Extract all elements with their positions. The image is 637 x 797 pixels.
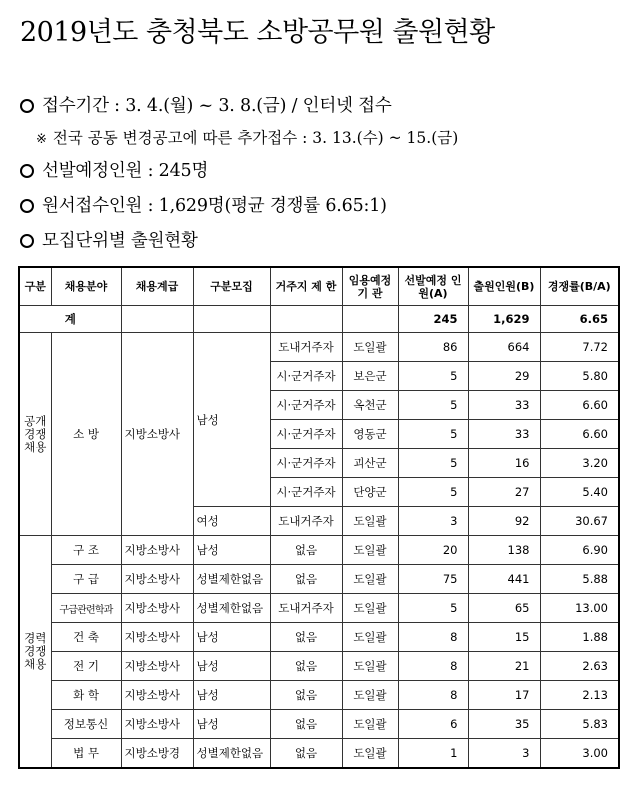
circle-bullet-icon	[20, 164, 34, 178]
bullet-application-period	[20, 92, 392, 117]
selected-cell: 8	[398, 681, 468, 710]
applicants-cell: 29	[468, 362, 540, 391]
residence-cell: 시·군거주자	[270, 449, 342, 478]
additional-application-note	[36, 126, 458, 148]
agency-cell: 도일괄	[342, 536, 398, 565]
rank-cell: 지방소방사	[121, 652, 193, 681]
bullet-planned-selection	[20, 157, 208, 182]
total-label: 계	[19, 306, 121, 333]
agency-cell: 도일괄	[342, 565, 398, 594]
header-cell: 채용계급	[121, 267, 193, 306]
residence-cell: 도내거주자	[270, 594, 342, 623]
application-status-table	[18, 266, 620, 769]
residence-cell: 시·군거주자	[270, 420, 342, 449]
selected-cell: 1	[398, 739, 468, 769]
bullet-text: 선발예정인원 : 245명	[42, 161, 209, 181]
ratio-cell: 30.67	[540, 507, 619, 536]
group-label-career: 경력경쟁채용	[19, 536, 51, 769]
residence-cell: 없음	[270, 681, 342, 710]
agency-cell: 도일괄	[342, 623, 398, 652]
ratio-cell: 2.63	[540, 652, 619, 681]
applicants-cell: 138	[468, 536, 540, 565]
applicants-cell: 664	[468, 333, 540, 362]
header-cell: 거주지 제 한	[270, 267, 342, 306]
ratio-cell: 1.88	[540, 623, 619, 652]
ratio-cell: 2.13	[540, 681, 619, 710]
gender-cell: 여성	[193, 507, 270, 536]
applicants-cell: 3	[468, 739, 540, 769]
circle-bullet-icon	[20, 199, 34, 213]
ratio-cell: 7.72	[540, 333, 619, 362]
applicants-cell: 33	[468, 391, 540, 420]
field-cell: 전 기	[51, 652, 121, 681]
ratio-cell: 6.60	[540, 420, 619, 449]
field-cell: 구 조	[51, 536, 121, 565]
selected-cell: 3	[398, 507, 468, 536]
header-cell: 경쟁률(B/A)	[540, 267, 619, 306]
bullet-text: 모집단위별 출원현황	[42, 231, 198, 251]
rank-cell: 지방소방사	[121, 536, 193, 565]
residence-cell: 도내거주자	[270, 507, 342, 536]
residence-cell: 없음	[270, 536, 342, 565]
rank-cell: 지방소방사	[121, 565, 193, 594]
table-row	[19, 681, 619, 710]
note-text: 전국 공동 변경공고에 따른 추가접수 : 3. 13.(수) ~ 15.(금)	[52, 129, 459, 147]
selected-cell: 6	[398, 710, 468, 739]
reference-mark-icon: ※	[36, 132, 47, 147]
ratio-cell: 13.00	[540, 594, 619, 623]
bullet-text: 접수기간 : 3. 4.(월) ~ 3. 8.(금) / 인터넷 접수	[42, 96, 392, 116]
table-row	[19, 333, 619, 362]
table-row	[19, 710, 619, 739]
field-cell: 건 축	[51, 623, 121, 652]
table-header-row	[19, 267, 619, 306]
agency-cell: 영동군	[342, 420, 398, 449]
residence-cell: 없음	[270, 565, 342, 594]
ratio-cell: 3.20	[540, 449, 619, 478]
selected-cell: 86	[398, 333, 468, 362]
ratio-cell: 5.40	[540, 478, 619, 507]
rank-cell: 지방소방사	[121, 710, 193, 739]
total-ratio: 6.65	[540, 306, 619, 333]
rank-cell: 지방소방경	[121, 739, 193, 769]
header-cell: 선발예정 인 원(A)	[398, 267, 468, 306]
gender-cell: 남성	[193, 652, 270, 681]
header-cell: 채용분야	[51, 267, 121, 306]
applicants-cell: 33	[468, 420, 540, 449]
page-title: 2019년도 충청북도 소방공무원 출원현황	[20, 17, 495, 48]
gender-cell: 성별제한없음	[193, 594, 270, 623]
residence-cell: 시·군거주자	[270, 478, 342, 507]
gender-cell: 남성	[193, 710, 270, 739]
residence-cell: 시·군거주자	[270, 391, 342, 420]
rank-cell: 지방소방사	[121, 623, 193, 652]
residence-cell: 없음	[270, 739, 342, 769]
ratio-cell: 5.80	[540, 362, 619, 391]
selected-cell: 20	[398, 536, 468, 565]
field-cell: 구급관련학과	[51, 594, 121, 623]
selected-cell: 5	[398, 420, 468, 449]
applicants-cell: 65	[468, 594, 540, 623]
ratio-cell: 5.83	[540, 710, 619, 739]
agency-cell: 도일괄	[342, 739, 398, 769]
selected-cell: 5	[398, 478, 468, 507]
agency-cell: 보은군	[342, 362, 398, 391]
rank-cell: 지방소방사	[121, 333, 193, 536]
agency-cell: 옥천군	[342, 391, 398, 420]
residence-cell: 도내거주자	[270, 333, 342, 362]
field-cell: 화 학	[51, 681, 121, 710]
applicants-cell: 17	[468, 681, 540, 710]
applicants-cell: 15	[468, 623, 540, 652]
applicants-cell: 92	[468, 507, 540, 536]
applicants-cell: 35	[468, 710, 540, 739]
applicants-cell: 21	[468, 652, 540, 681]
selected-cell: 5	[398, 594, 468, 623]
agency-cell: 괴산군	[342, 449, 398, 478]
residence-cell: 없음	[270, 652, 342, 681]
field-cell: 구 급	[51, 565, 121, 594]
applicants-cell: 441	[468, 565, 540, 594]
selected-cell: 8	[398, 652, 468, 681]
table-row	[19, 536, 619, 565]
field-cell: 법 무	[51, 739, 121, 769]
header-cell: 구분	[19, 267, 51, 306]
residence-cell: 없음	[270, 623, 342, 652]
group-label-open: 공개경쟁채용	[19, 333, 51, 536]
table-row	[19, 652, 619, 681]
agency-cell: 도일괄	[342, 652, 398, 681]
ratio-cell: 3.00	[540, 739, 619, 769]
selected-cell: 5	[398, 391, 468, 420]
selected-cell: 75	[398, 565, 468, 594]
bullet-by-unit	[20, 227, 198, 252]
gender-cell: 성별제한없음	[193, 565, 270, 594]
header-cell: 임용예정 기 관	[342, 267, 398, 306]
ratio-cell: 6.90	[540, 536, 619, 565]
selected-cell: 8	[398, 623, 468, 652]
table-row	[19, 623, 619, 652]
gender-cell: 남성	[193, 623, 270, 652]
circle-bullet-icon	[20, 234, 34, 248]
rank-cell: 지방소방사	[121, 594, 193, 623]
gender-cell: 남성	[193, 333, 270, 507]
total-applicants: 1,629	[468, 306, 540, 333]
ratio-cell: 5.88	[540, 565, 619, 594]
agency-cell: 도일괄	[342, 333, 398, 362]
header-cell: 출원인원(B)	[468, 267, 540, 306]
applicants-cell: 27	[468, 478, 540, 507]
selected-cell: 5	[398, 362, 468, 391]
agency-cell: 단양군	[342, 478, 398, 507]
header-cell: 구분모집	[193, 267, 270, 306]
residence-cell: 시·군거주자	[270, 362, 342, 391]
selected-cell: 5	[398, 449, 468, 478]
total-row	[19, 306, 619, 333]
gender-cell: 성별제한없음	[193, 739, 270, 769]
circle-bullet-icon	[20, 99, 34, 113]
field-cell: 정보통신	[51, 710, 121, 739]
gender-cell: 남성	[193, 536, 270, 565]
table-row	[19, 739, 619, 769]
table-row	[19, 594, 619, 623]
rank-cell: 지방소방사	[121, 681, 193, 710]
total-selected: 245	[398, 306, 468, 333]
residence-cell: 없음	[270, 710, 342, 739]
agency-cell: 도일괄	[342, 507, 398, 536]
gender-cell: 남성	[193, 681, 270, 710]
table-row	[19, 565, 619, 594]
field-cell: 소 방	[51, 333, 121, 536]
bullet-applicants	[20, 192, 387, 217]
agency-cell: 도일괄	[342, 594, 398, 623]
agency-cell: 도일괄	[342, 710, 398, 739]
agency-cell: 도일괄	[342, 681, 398, 710]
bullet-text: 원서접수인원 : 1,629명(평균 경쟁률 6.65:1)	[42, 196, 387, 216]
ratio-cell: 6.60	[540, 391, 619, 420]
applicants-cell: 16	[468, 449, 540, 478]
